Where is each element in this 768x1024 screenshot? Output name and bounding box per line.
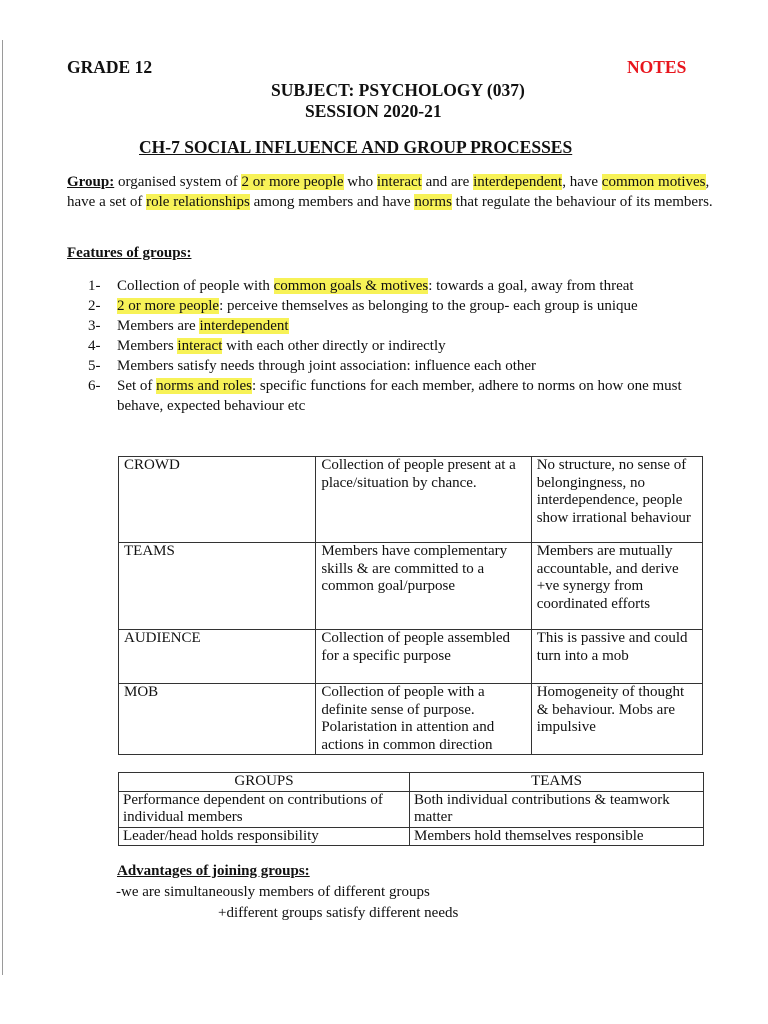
group-type-cell: AUDIENCE: [119, 630, 316, 684]
definition-text: organised system of: [114, 174, 242, 190]
highlight-interact: interact: [376, 174, 422, 190]
group-type-cell: MOB: [119, 684, 316, 755]
feature-highlight: norms and roles: [156, 378, 252, 394]
highlight-2-or-more-people: 2 or more people: [241, 174, 344, 190]
definition-text: that regulate the behaviour of its members.: [451, 194, 713, 210]
feature-text-pre: Members are: [117, 318, 200, 334]
group-note-cell: Homogeneity of thought & behaviour. Mobs are impulsive: [531, 684, 702, 755]
teams-cell: Both individual contributions & teamwork matter: [410, 791, 704, 827]
table-row: [119, 543, 703, 630]
groups-cell: Leader/head holds responsibility: [119, 827, 410, 846]
definition-term: Group:: [67, 174, 115, 190]
definition-text: , have a set of: [67, 174, 710, 210]
feature-text: [117, 316, 713, 336]
group-note-cell: This is passive and could turn into a mob: [531, 630, 702, 684]
groups-vs-teams-table: [118, 772, 704, 846]
feature-number: 1-: [88, 278, 101, 294]
feature-text-post: : perceive themselves as belonging to the group- each group is unique: [219, 298, 638, 314]
table-header-row: [119, 773, 704, 792]
feature-number: 4-: [88, 338, 101, 354]
feature-number: 5-: [88, 358, 101, 374]
definition-text: who: [343, 174, 377, 190]
feature-number: 6-: [88, 378, 101, 394]
grade-label: GRADE 12: [67, 57, 153, 77]
feature-text: [117, 296, 713, 316]
advantages-heading: Advantages of joining groups:: [117, 863, 310, 879]
advantages-line: +different groups satisfy different needs: [218, 905, 459, 921]
feature-item: [88, 316, 713, 336]
advantages-line: -we are simultaneously members of different groups: [116, 884, 430, 900]
highlight-role-relationships: role relationships: [146, 194, 250, 210]
group-types-table: [118, 456, 703, 755]
feature-item: [88, 356, 713, 376]
highlight-norms: norms: [414, 194, 452, 210]
feature-number: 3-: [88, 318, 101, 334]
feature-highlight: common goals & motives: [273, 278, 429, 294]
feature-item: [88, 276, 713, 296]
feature-highlight: interact: [177, 338, 223, 354]
groups-cell: Performance dependent on contributions of individual members: [119, 791, 410, 827]
table-row: [119, 630, 703, 684]
teams-cell: Members hold themselves responsible: [410, 827, 704, 846]
feature-text: [117, 376, 713, 416]
feature-text-post: : specific functions for each member, adhere to norms on how one must behave, expected behaviour etc: [117, 378, 682, 414]
feature-text: [117, 336, 713, 356]
feature-text-pre: Members satisfy needs through joint association: influence each other: [117, 358, 537, 374]
column-header-groups: GROUPS: [119, 773, 410, 792]
table-row: [119, 457, 703, 543]
subject-title: SUBJECT: PSYCHOLOGY (037): [271, 80, 525, 100]
highlight-common-motives: common motives: [601, 174, 706, 190]
definition-text: among members and have: [249, 194, 415, 210]
feature-item: [88, 336, 713, 356]
definition-text: , have: [562, 174, 602, 190]
feature-text: [117, 356, 713, 376]
group-description-cell: Collection of people with a definite sense of purpose. Polaristation in attention and actions in common direction: [316, 684, 531, 755]
chapter-title: CH-7 SOCIAL INFLUENCE AND GROUP PROCESSES: [139, 137, 573, 157]
feature-item: [88, 376, 713, 416]
definition-text: and are: [421, 174, 474, 190]
group-note-cell: Members are mutually accountable, and derive +ve synergy from coordinated efforts: [531, 543, 702, 630]
table-row: [119, 827, 704, 846]
session-title: SESSION 2020-21: [305, 101, 442, 121]
column-header-teams: TEAMS: [410, 773, 704, 792]
page-edge-line: [2, 40, 3, 975]
feature-text-pre: Collection of people with: [117, 278, 274, 294]
feature-text: [117, 276, 713, 296]
group-definition: [67, 172, 717, 212]
table-row: [119, 684, 703, 755]
feature-number: 2-: [88, 298, 101, 314]
feature-highlight: interdependent: [199, 318, 289, 334]
group-type-cell: CROWD: [119, 457, 316, 543]
group-description-cell: Members have complementary skills & are committed to a common goal/purpose: [316, 543, 531, 630]
feature-item: [88, 296, 713, 316]
highlight-interdependent: interdependent: [473, 174, 563, 190]
notes-label: NOTES: [627, 57, 687, 77]
feature-text-pre: Members: [117, 338, 178, 354]
feature-text-post: : towards a goal, away from threat: [428, 278, 634, 294]
group-type-cell: TEAMS: [119, 543, 316, 630]
table-row: [119, 791, 704, 827]
feature-highlight: 2 or more people: [117, 298, 220, 314]
group-description-cell: Collection of people present at a place/situation by chance.: [316, 457, 531, 543]
group-note-cell: No structure, no sense of belongingness, no interdependence, people show irrational behaviour: [531, 457, 702, 543]
feature-text-pre: Set of: [117, 378, 157, 394]
group-description-cell: Collection of people assembled for a specific purpose: [316, 630, 531, 684]
features-heading: Features of groups:: [67, 245, 192, 261]
features-list: [88, 276, 713, 416]
feature-text-post: with each other directly or indirectly: [222, 338, 446, 354]
